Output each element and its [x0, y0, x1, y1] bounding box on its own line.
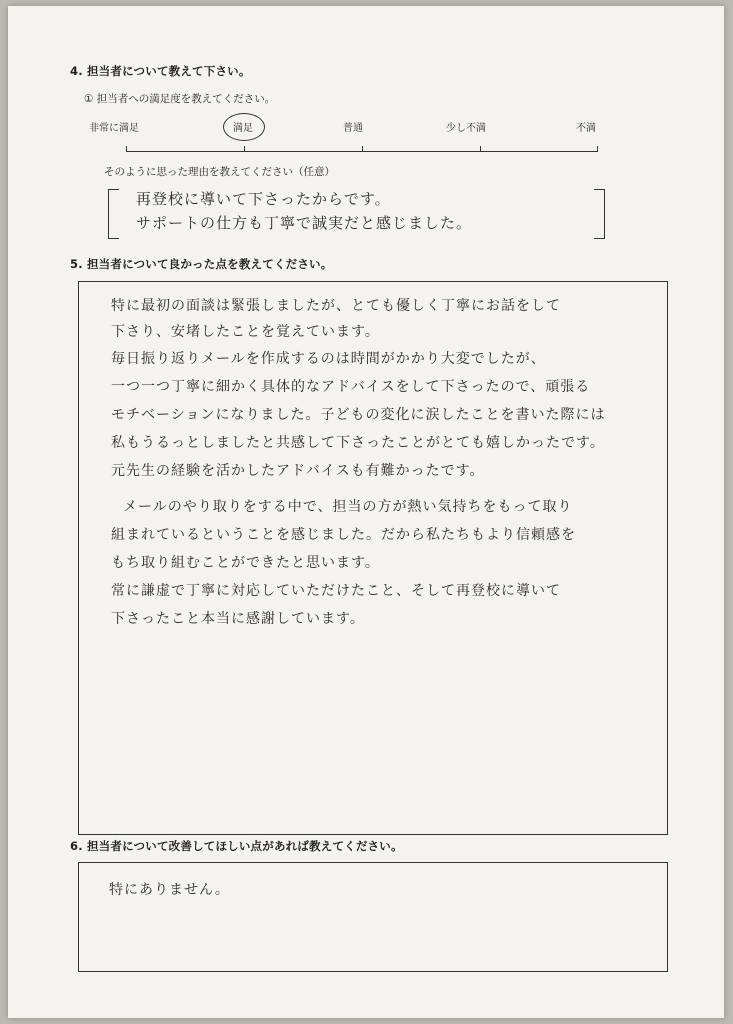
answer-box-good-points[interactable] — [78, 281, 668, 835]
scale-tick — [597, 146, 598, 152]
answer-line: 特に最初の面談は緊張しましたが、とても優しく丁寧にお話をして — [111, 298, 561, 314]
answer-line: メールのやり取りをする中で、担当の方が熱い気持ちをもって取り — [123, 499, 573, 515]
scale-tick — [362, 146, 363, 152]
scale-option-slightly-dissatisfied[interactable]: 少し不満 — [446, 123, 486, 134]
answer-line: もち取り組むことができたと思います。 — [111, 555, 380, 571]
answer-line: 組まれているということを感じました。だから私たちもより信頼感を — [111, 527, 576, 543]
answer-line: 下さったこと本当に感謝しています。 — [111, 611, 365, 627]
answer-line: 下さり、安堵したことを覚えています。 — [111, 324, 380, 340]
satisfaction-question: ① 担当者への満足度を教えてください。 — [84, 93, 276, 105]
question-5-heading: 5. 担当者について良かった点を教えてください。 — [70, 257, 333, 271]
selected-circle-mark — [223, 113, 265, 141]
scale-tick — [244, 146, 245, 152]
answer-box-improvements[interactable] — [78, 862, 668, 972]
scale-option-dissatisfied[interactable]: 不満 — [576, 123, 596, 134]
question-6-heading: 6. 担当者について改善してほしい点があれば教えてください。 — [70, 839, 403, 853]
scale-tick — [480, 146, 481, 152]
answer-line: 特にありません。 — [109, 882, 230, 898]
scale-option-satisfied[interactable]: 満足 — [233, 123, 253, 134]
answer-line: モチベーションになりました。子どもの変化に涙したことを書いた際には — [111, 407, 606, 423]
reason-line-2: サポートの仕方も丁寧で誠実だと感じました。 — [136, 214, 473, 232]
answer-line: 私もうるっとしましたと共感して下さったことがとても嬉しかったです。 — [111, 435, 605, 451]
answer-line: 常に謙虚で丁寧に対応していただけたこと、そして再登校に導いて — [111, 583, 561, 599]
answer-line: 一つ一つ丁寧に細かく具体的なアドバイスをして下さったので、頑張る — [111, 379, 591, 395]
answer-line: 元先生の経験を活かしたアドバイスも有難かったです。 — [111, 463, 485, 479]
right-bracket — [594, 189, 605, 239]
reason-label: そのように思った理由を教えてください（任意） — [104, 166, 335, 178]
reason-line-1: 再登校に導いて下さったからです。 — [136, 190, 391, 208]
left-bracket — [108, 189, 119, 239]
scale-option-neutral[interactable]: 普通 — [343, 123, 363, 134]
scale-tick — [126, 146, 127, 152]
scale-option-very-satisfied[interactable]: 非常に満足 — [89, 123, 139, 134]
question-4-heading: 4. 担当者について教えて下さい。 — [70, 64, 251, 78]
answer-line: 毎日振り返りメールを作成するのは時間がかかり大変でしたが、 — [111, 351, 546, 367]
survey-sheet — [8, 6, 724, 1018]
